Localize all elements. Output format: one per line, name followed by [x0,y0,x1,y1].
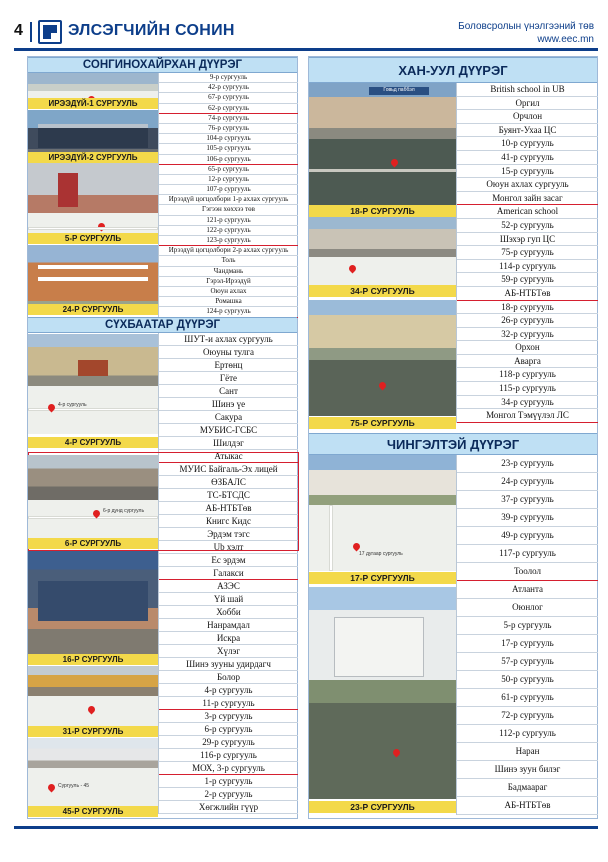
map-4 [28,386,158,434]
school-row: Сант [159,385,298,398]
masthead-title: ЭЛСЭГЧИЙН СОНИН [68,22,235,39]
school-row: British school in UB [457,83,598,97]
school-row: АБ-НТБТөв [457,287,598,301]
map-45 [28,768,158,806]
school-row: АБ-НТБТөв [159,502,298,515]
school-row: Орхон [457,341,598,355]
school-photo-17 [309,455,456,505]
school-row: ТС-БТСДС [159,489,298,502]
school-row: 107-р сургууль [159,185,298,195]
school-row: 17-р сургууль [457,635,598,653]
school-photo-31 [28,666,158,696]
school-row: ӨЗБАЛС [159,476,298,489]
caption-23: 23-Р СУРГУУЛЬ [309,801,456,813]
school-row: 124-р сургууль [159,307,298,317]
school-row: Монгол зайн засаг [457,192,598,206]
school-row: 1-р сургууль [159,775,298,788]
school-row: ШУТ-и ахлах сургууль [159,333,298,346]
caption-18: 18-Р СУРГУУЛЬ [309,205,456,217]
school-row: Хобби [159,606,298,619]
khan-district-title: ХАН-УУЛ ДҮҮРЭГ [309,57,597,83]
school-photo-34 [309,217,456,257]
header-rule [14,48,598,51]
school-row: 10-р сургууль [457,137,598,151]
school-row: 122-р сургууль [159,226,298,236]
school-row: АБ-НТБТөв [457,797,598,815]
map-31 [28,696,158,726]
school-row: 116-р сургууль [159,749,298,762]
map-label-6: 6-р дунд сургууль [103,508,145,514]
school-photo-6 [28,455,158,500]
khan-school-list [456,83,598,423]
school-row: МУИС Байгаль-Эх лицей [159,463,298,476]
school-row: 41-р сургууль [457,151,598,165]
caption-4: 4-Р СУРГУУЛЬ [28,437,158,448]
school-row: American school [457,205,598,219]
school-row: Оюнлог [457,599,598,617]
school-photo-16 [28,551,158,655]
newspaper-logo-icon [38,20,62,44]
school-row: 105-р сургууль [159,144,298,154]
school-photo-5 [28,163,158,243]
caption-irees1: ИРЭЭДҮЙ-1 СУРГУУЛЬ [28,98,158,109]
school-row: 34-р сургууль [457,396,598,410]
school-row: Ub хэлт [159,541,298,554]
caption-17: 17-Р СУРГУУЛЬ [309,572,456,584]
school-row: Ромашка [159,297,298,307]
school-row: 26-р сургууль [457,314,598,328]
school-row: 5-р сургууль [457,617,598,635]
school-row: Оюун ахлах сургууль [457,178,598,192]
caption-irees2: ИРЭЭДҮЙ-2 СУРГУУЛЬ [28,152,158,163]
school-row: 4-р сургууль [159,684,298,697]
school-row: 3-р сургууль [159,710,298,723]
school-row: 123-р сургууль [159,236,298,246]
publisher-name: Боловсролын үнэлгээний төв [458,21,594,32]
school-row: Шинэ үе [159,398,298,411]
school-row: 52-р сургууль [457,219,598,233]
page-number: 4 [14,22,23,39]
caption-24: 24-Р СУРГУУЛЬ [28,304,158,315]
school-row: Ес эрдэм [159,554,298,567]
map-18 [309,139,456,205]
school-row: Тоолол [457,563,598,581]
caption-45: 45-Р СУРГУУЛЬ [28,806,158,817]
school-row: Хөгжлийн гүүр [159,801,298,814]
school-row: 49-р сургууль [457,527,598,545]
school-sign: Говьд паббэл [369,87,429,95]
map-6 [28,500,158,538]
map-label-45: Сургууль - 45 [58,783,90,789]
school-photo-75 [309,300,456,360]
school-row: Бадмаараг [457,779,598,797]
school-photo-4 [28,334,158,386]
caption-16: 16-Р СУРГУУЛЬ [28,654,158,665]
map-75 [309,360,456,416]
school-row: Эрдэм тэгс [159,528,298,541]
school-row: Искра [159,632,298,645]
school-row: Атланта [457,581,598,599]
school-row: 29-р сургууль [159,736,298,749]
school-row: Атыкас [159,450,298,463]
school-row: 67-р сургууль [159,93,298,103]
school-row: Шинэ зууны удирдагч [159,658,298,671]
school-row: 6-р сургууль [159,723,298,736]
school-row: 115-р сургууль [457,382,598,396]
school-row: Үй шай [159,593,298,606]
school-row: 37-р сургууль [457,491,598,509]
school-row: Ирээдүй цогцолбори 2-р ахлах сургууль [159,246,298,256]
school-row: Книгс Кидс [159,515,298,528]
school-row: 50-р сургууль [457,671,598,689]
header-divider [30,22,32,42]
school-row: Шэхэр гуп ЦС [457,233,598,247]
school-row: Оюун ахлах [159,287,298,297]
school-row: Хүлэг [159,645,298,658]
caption-34: 34-Р СУРГУУЛЬ [309,285,456,297]
school-row: 23-р сургууль [457,455,598,473]
school-row: 112-р сургууль [457,725,598,743]
map-34 [309,257,456,285]
caption-31: 31-Р СУРГУУЛЬ [28,726,158,737]
songino-school-list [158,73,298,318]
school-row: 65-р сургууль [159,165,298,175]
sukh-school-list [158,333,298,814]
school-row: Орчлон [457,110,598,124]
footer-rule [14,826,598,829]
school-row: Ирээдүй цогцолбори 1-р ахлах сургууль [159,195,298,205]
school-row: 76-р сургууль [159,124,298,134]
school-row: Нанрамдал [159,619,298,632]
school-photo-23 [309,587,456,703]
school-row: 104-р сургууль [159,134,298,144]
school-row: Толь [159,256,298,266]
map-label-4: 4-р сургууль [58,402,87,408]
school-row: 61-р сургууль [457,689,598,707]
sukh-district-title: СҮХБААТАР ДҮҮРЭГ [28,317,297,333]
school-row: 12-р сургууль [159,175,298,185]
school-row: Чандмань [159,267,298,277]
school-row: Буянт-Ухаа ЦС [457,124,598,138]
school-row: Наран [457,743,598,761]
school-row: 59-р сургууль [457,273,598,287]
songino-district-title: СОНГИНОХАЙРХАН ДҮҮРЭГ [28,57,297,73]
page-header [0,0,608,50]
school-row: 18-р сургууль [457,301,598,315]
left-column [27,56,298,819]
school-row: Аварга [457,355,598,369]
school-row: Шилдэг [159,437,298,450]
publisher-url[interactable]: www.eec.mn [537,34,594,45]
school-row: 9-р сургууль [159,73,298,83]
school-row: 114-р сургууль [457,260,598,274]
school-row: Монгол Тэмүүлэл ЛС [457,409,598,423]
school-row: 24-р сургууль [457,473,598,491]
map-23 [309,703,456,799]
school-row: 118-р сургууль [457,368,598,382]
school-row: Шинэ зуун билэг [457,761,598,779]
school-row: 74-р сургууль [159,114,298,124]
school-row: Ертөнц [159,359,298,372]
school-row: МУБИС-ГСБС [159,424,298,437]
school-row: 121-р сургууль [159,216,298,226]
map-label-17: 17 дугаар сургууль [359,551,403,557]
school-row: 15-р сургууль [457,165,598,179]
school-row: 75-р сургууль [457,246,598,260]
school-row: 11-р сургууль [159,697,298,710]
school-photo-18 [309,83,456,139]
school-row: Оюуны тулга [159,346,298,359]
school-row: 39-р сургууль [457,509,598,527]
map-17 [309,505,456,571]
school-row: Болор [159,671,298,684]
school-row: 72-р сургууль [457,707,598,725]
caption-75: 75-Р СУРГУУЛЬ [309,417,456,429]
school-row: 62-р сургууль [159,104,298,114]
school-row: 32-р сургууль [457,328,598,342]
chin-district-title: ЧИНГЭЛТЭЙ ДҮҮРЭГ [309,433,597,455]
right-column [308,56,598,819]
school-photo-45 [28,738,158,768]
chin-school-list [456,455,598,815]
school-row: МОХ, 3-р сургууль [159,762,298,775]
publisher-info [458,20,594,46]
school-row: Сакура [159,411,298,424]
school-row: 2-р сургууль [159,788,298,801]
school-row: Галакси [159,567,298,580]
caption-6: 6-Р СУРГУУЛЬ [28,538,158,549]
school-row: 106-р сургууль [159,155,298,165]
school-row: Гэрэл-Ирээдүй [159,277,298,287]
school-row: 117-р сургууль [457,545,598,563]
school-row: 57-р сургууль [457,653,598,671]
caption-5: 5-Р СУРГУУЛЬ [28,233,158,244]
school-row: 42-р сургууль [159,83,298,93]
school-row: Гёте [159,372,298,385]
school-row: АЗЭС [159,580,298,593]
school-row: Оргил [457,97,598,111]
school-row: Гэгээн хөххээ төв [159,205,298,215]
